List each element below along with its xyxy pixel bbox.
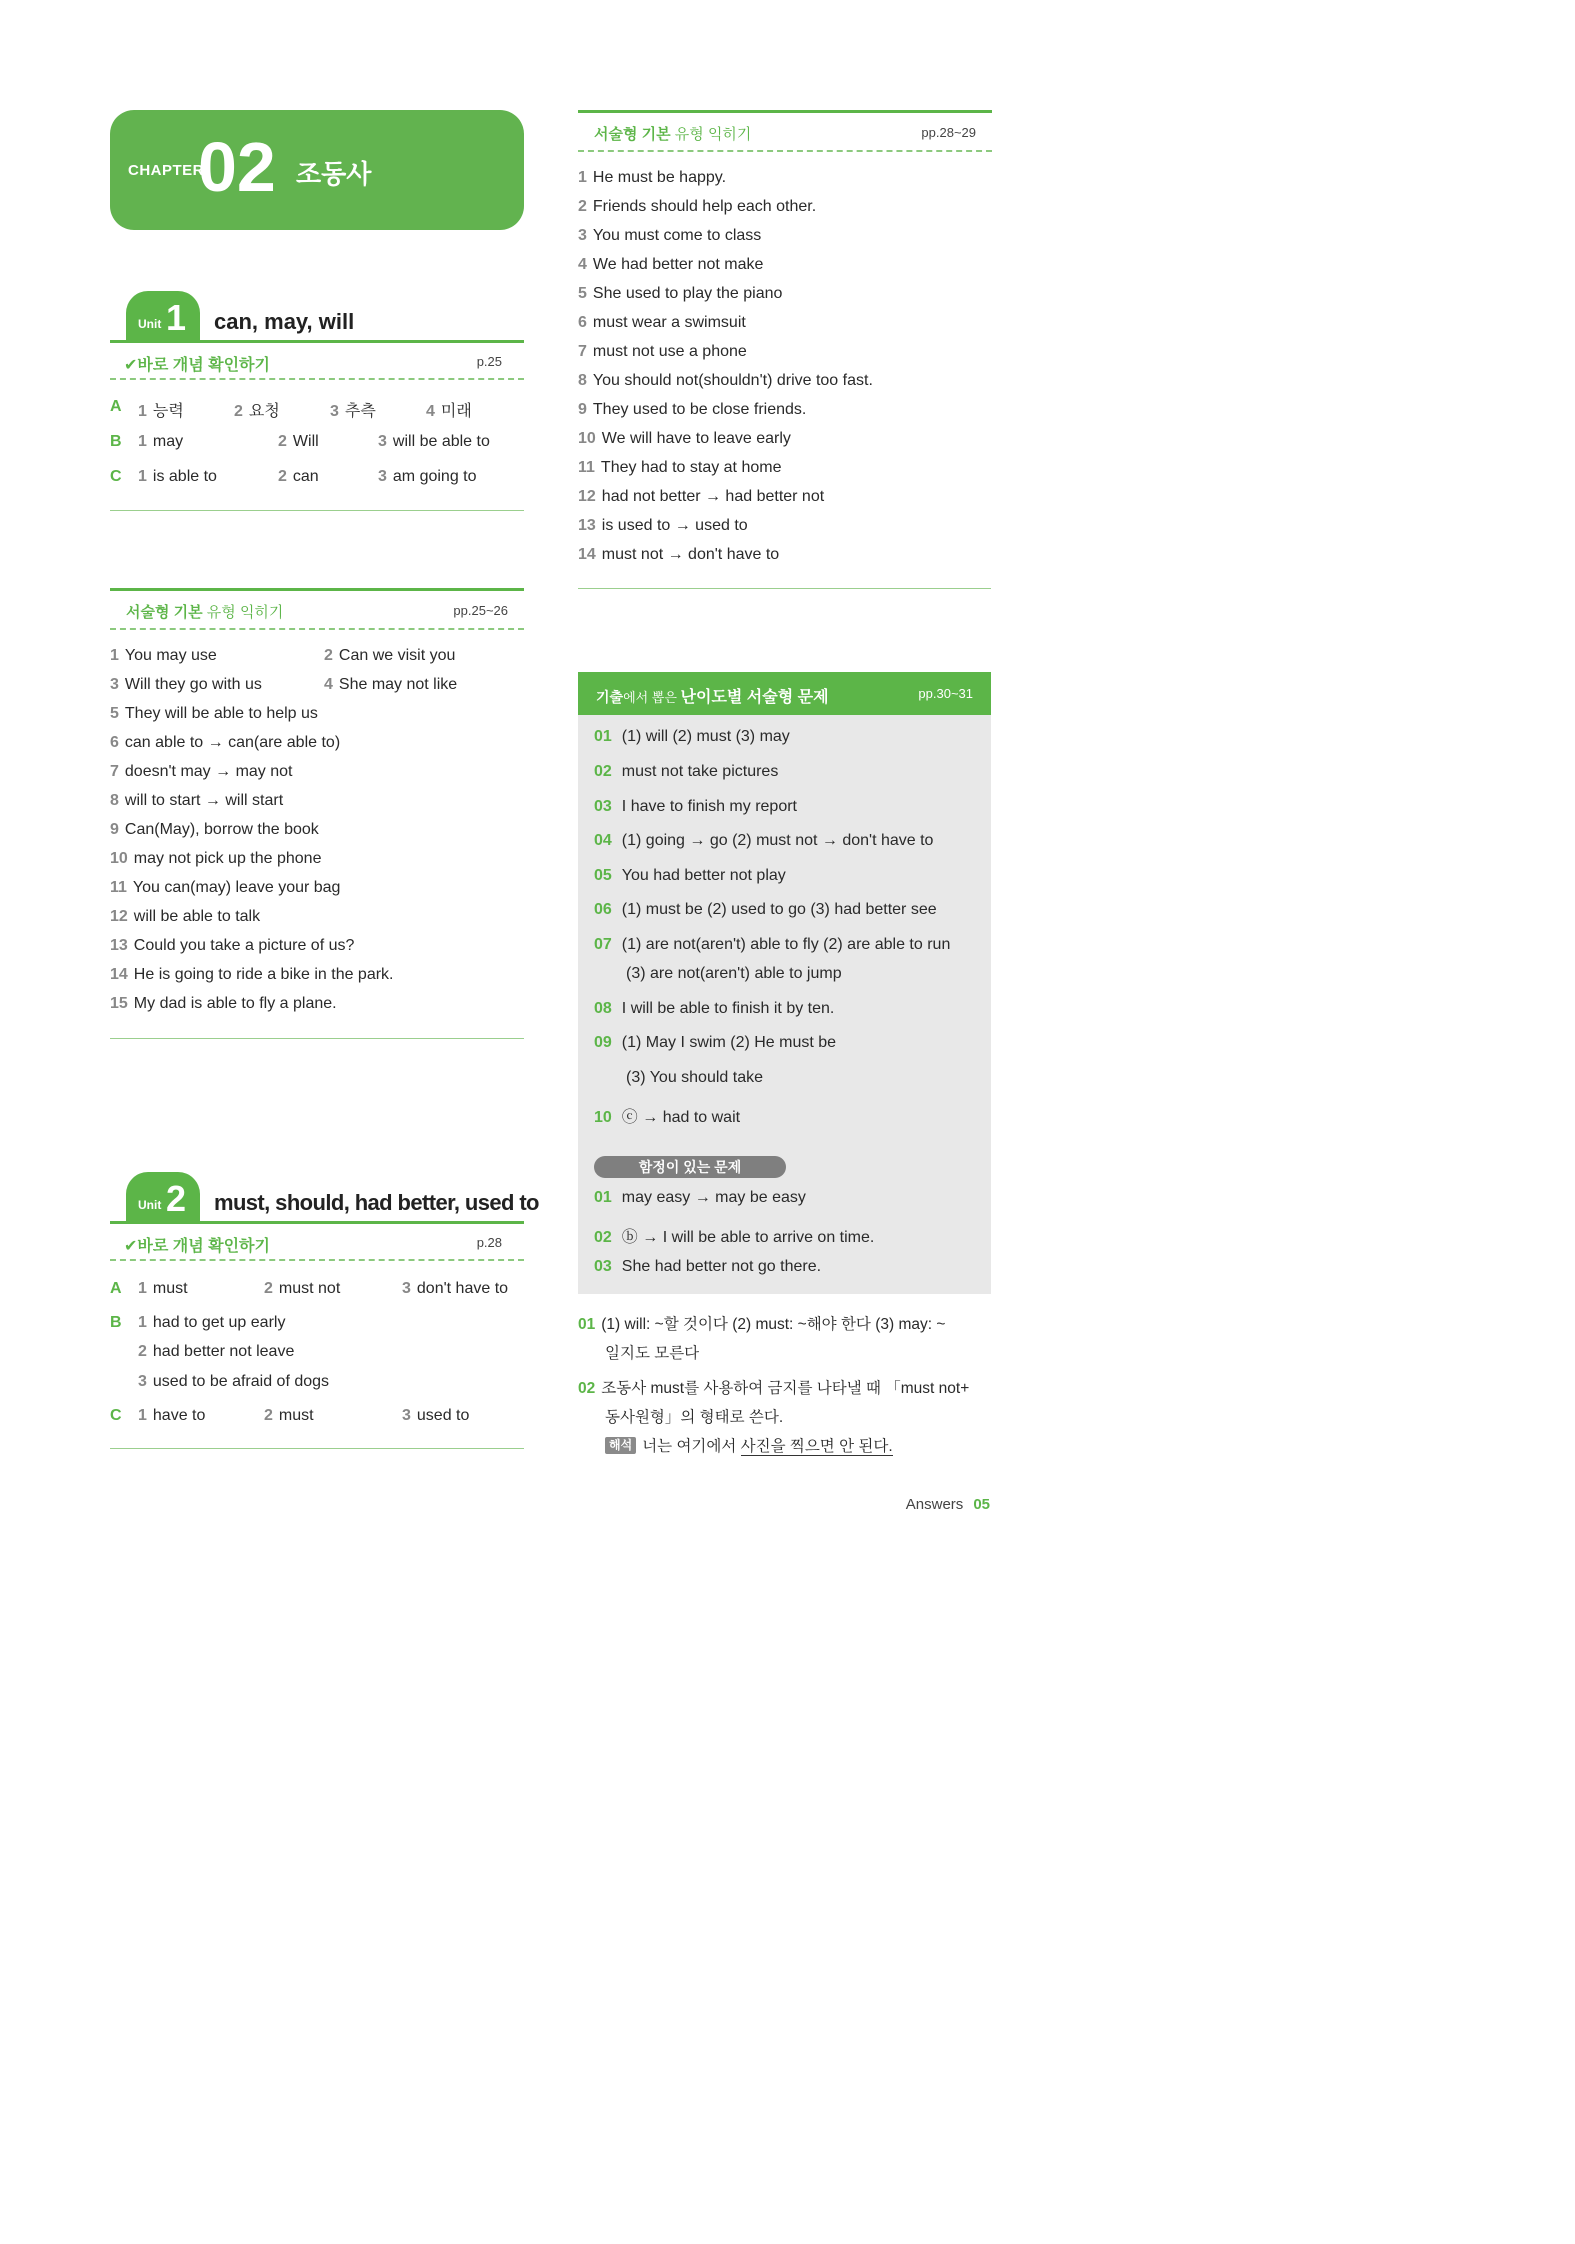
list-item: 8 You should not(shouldn't) drive too fast. (578, 372, 873, 389)
answer-item: 2 Will (278, 433, 319, 450)
explanation-1 (578, 1310, 998, 1368)
unit2-tab (126, 1172, 200, 1224)
unit2-row-b3 (110, 1373, 524, 1399)
check-label-text: 바로 개념 확인하기 (137, 1238, 270, 1255)
list-item: 15 My dad is able to fly a plane. (110, 995, 337, 1012)
answer-item: 1 능력 (138, 403, 184, 420)
unit2-row-a (110, 1280, 524, 1306)
answer-item: 1 must (138, 1280, 188, 1297)
list-item: 7 must not use a phone (578, 343, 747, 360)
trap-list (594, 1189, 986, 1289)
exam-item: 02 must not take pictures (594, 763, 779, 780)
list-item: 4 She may not like (324, 676, 458, 693)
unit2-title: must, should, had better, used to (214, 1190, 539, 1215)
exam-list (594, 728, 986, 1148)
answer-item: 3 don't have to (402, 1280, 509, 1297)
list-item: 13 is used to → used to (578, 517, 748, 534)
section1-header (110, 588, 524, 630)
list-item: 1 He must be happy. (578, 169, 727, 186)
answer-item: 1 had to get up early (138, 1314, 286, 1331)
divider (578, 588, 991, 589)
section2-list (578, 169, 992, 569)
unit1-row-b (110, 433, 524, 459)
answer-item: 3 used to be afraid of dogs (138, 1373, 330, 1390)
check-mark-icon: ✔ (124, 1238, 138, 1255)
trap-item: 03 She had better not go there. (594, 1258, 822, 1275)
divider (110, 510, 524, 511)
trap-item: 01 may easy → may be easy (594, 1189, 806, 1206)
list-item: 2 Can we visit you (324, 647, 456, 664)
unit1-tab (126, 291, 200, 343)
unit2-row-b (110, 1314, 524, 1340)
list-item: 9 Can(May), borrow the book (110, 821, 319, 838)
answer-item: 2 must (264, 1407, 314, 1424)
section-title-bold: 서술형 기본 (594, 126, 671, 143)
answer-item: 1 may (138, 433, 184, 450)
translation-line: 해석 너는 여기에서 사진을 찍으면 안 된다. (578, 1432, 998, 1461)
unit-number: 2 (166, 1178, 187, 1219)
list-item: 14 He is going to ride a bike in the park. (110, 966, 394, 983)
exam-item: 09 (1) May I swim (2) He must be (594, 1034, 837, 1051)
explanation-line: 02 조동사 must를 사용하여 금지를 나타낼 때 「must not+ (578, 1380, 970, 1397)
exam-title-main: 난이도별 서술형 문제 (680, 689, 829, 706)
section-title-rest: 유형 익히기 (670, 126, 752, 143)
unit2-check-row (110, 1231, 524, 1261)
answer-item: 2 had better not leave (138, 1343, 295, 1360)
section1-list (110, 647, 524, 1027)
unit2-header (110, 1172, 539, 1224)
list-item: 12 will be able to talk (110, 908, 261, 925)
explanation-line: 일지도 모른다 (605, 1345, 700, 1362)
list-item: 6 must wear a swimsuit (578, 314, 746, 331)
check-label (124, 352, 270, 375)
row-letter: A (110, 1280, 122, 1297)
section2-header (578, 110, 992, 152)
unit1-header (110, 291, 524, 343)
exam-item: 08 I will be able to finish it by ten. (594, 1000, 835, 1017)
list-item: 5 She used to play the piano (578, 285, 783, 302)
exam-title-part: 기출 (596, 689, 624, 705)
exam-title-part: 에서 뽑은 (623, 690, 681, 705)
exam-item-cont: (3) are not(aren't) able to jump (626, 965, 842, 982)
check-label (124, 1233, 270, 1256)
answer-item: 3 will be able to (378, 433, 490, 450)
answer-item: 3 추측 (330, 403, 376, 420)
exam-box (578, 672, 991, 1294)
row-letter: B (110, 1314, 122, 1331)
exam-item: 10 ⓒ → had to wait (594, 1109, 741, 1126)
trap-item: 02 ⓑ → I will be able to arrive on time. (594, 1229, 875, 1246)
answer-item: 3 used to (402, 1407, 470, 1424)
explanation-2 (578, 1374, 998, 1461)
exam-item-cont: (3) You should take (626, 1069, 763, 1086)
divider (110, 1038, 524, 1039)
section-title-bold: 서술형 기본 (126, 604, 203, 621)
answer-item: 3 am going to (378, 468, 477, 485)
explanation-line: 01 (1) will: ~할 것이다 (2) must: ~해야 한다 (3) may: ~ (578, 1316, 946, 1333)
list-item: 8 will to start → will start (110, 792, 284, 809)
unit1-row-a (110, 398, 524, 424)
list-item: 11 They had to stay at home (578, 459, 782, 476)
list-item: 12 had not better → had better not (578, 488, 825, 505)
check-page: p.28 (476, 1235, 502, 1250)
row-letter: C (110, 468, 122, 485)
exam-item: 07 (1) are not(aren't) able to fly (2) are able to run (594, 936, 951, 953)
exam-item: 05 You had better not play (594, 867, 786, 884)
unit1-title: can, may, will (214, 309, 355, 334)
page-number: 05 (973, 1496, 990, 1513)
exam-page: pp.30~31 (918, 686, 973, 701)
answer-item: 2 요청 (234, 403, 280, 420)
list-item: 6 can able to → can(are able to) (110, 734, 341, 751)
list-item: 10 may not pick up the phone (110, 850, 322, 867)
chapter-word: CHAPTER (128, 162, 205, 179)
exam-item: 04 (1) going → go (2) must not → don't have to (594, 832, 934, 849)
unit1-check-row (110, 350, 524, 380)
unit2-row-c (110, 1407, 524, 1433)
answer-item: 4 미래 (426, 403, 472, 420)
section2-page: pp.28~29 (921, 125, 976, 140)
list-item: 10 We will have to leave early (578, 430, 791, 447)
list-item: 5 They will be able to help us (110, 705, 318, 722)
answer-item: 1 have to (138, 1407, 206, 1424)
exam-header (578, 672, 991, 715)
exam-item: 06 (1) must be (2) used to go (3) had better see (594, 901, 937, 918)
row-letter: A (110, 398, 122, 415)
unit2-row-b2 (110, 1343, 524, 1369)
translation-tag: 해석 (605, 1437, 636, 1454)
list-item: 11 You can(may) leave your bag (110, 879, 341, 896)
list-item: 13 Could you take a picture of us? (110, 937, 355, 954)
list-item: 7 doesn't may → may not (110, 763, 293, 780)
unit-word: Unit (138, 317, 162, 331)
footer-label: Answers (905, 1496, 964, 1513)
row-letter: C (110, 1407, 122, 1424)
check-page: p.25 (476, 354, 502, 369)
list-item: 2 Friends should help each other. (578, 198, 817, 215)
list-item: 3 You must come to class (578, 227, 762, 244)
row-letter: B (110, 433, 122, 450)
list-item: 9 They used to be close friends. (578, 401, 807, 418)
page-footer (906, 1496, 990, 1513)
explanation-line: 동사원형」의 형태로 쓴다. (605, 1409, 784, 1426)
exam-title (596, 684, 829, 707)
section-title-rest: 유형 익히기 (202, 604, 284, 621)
unit1-row-c (110, 468, 524, 494)
list-item: 4 We had better not make (578, 256, 764, 273)
list-item: 14 must not → don't have to (578, 546, 780, 563)
list-item: 1 You may use (110, 647, 217, 664)
answer-item: 2 must not (264, 1280, 341, 1297)
list-item: 3 Will they go with us (110, 676, 262, 693)
check-mark-icon: ✔ (124, 357, 138, 374)
check-label-text: 바로 개념 확인하기 (137, 357, 270, 374)
exam-item: 03 I have to finish my report (594, 798, 797, 815)
chapter-banner (110, 110, 524, 230)
chapter-number: 02 (198, 128, 276, 206)
section1-page: pp.25~26 (453, 603, 508, 618)
answer-item: 1 is able to (138, 468, 217, 485)
section2-title (594, 123, 751, 144)
unit-number: 1 (166, 297, 187, 338)
trap-label: 함정이 있는 문제 (594, 1156, 786, 1178)
unit-word: Unit (138, 1198, 162, 1212)
section1-title (126, 601, 283, 622)
answer-item: 2 can (278, 468, 319, 485)
exam-item: 01 (1) will (2) must (3) may (594, 728, 790, 745)
chapter-title: 조동사 (296, 159, 372, 189)
divider (110, 1448, 524, 1449)
